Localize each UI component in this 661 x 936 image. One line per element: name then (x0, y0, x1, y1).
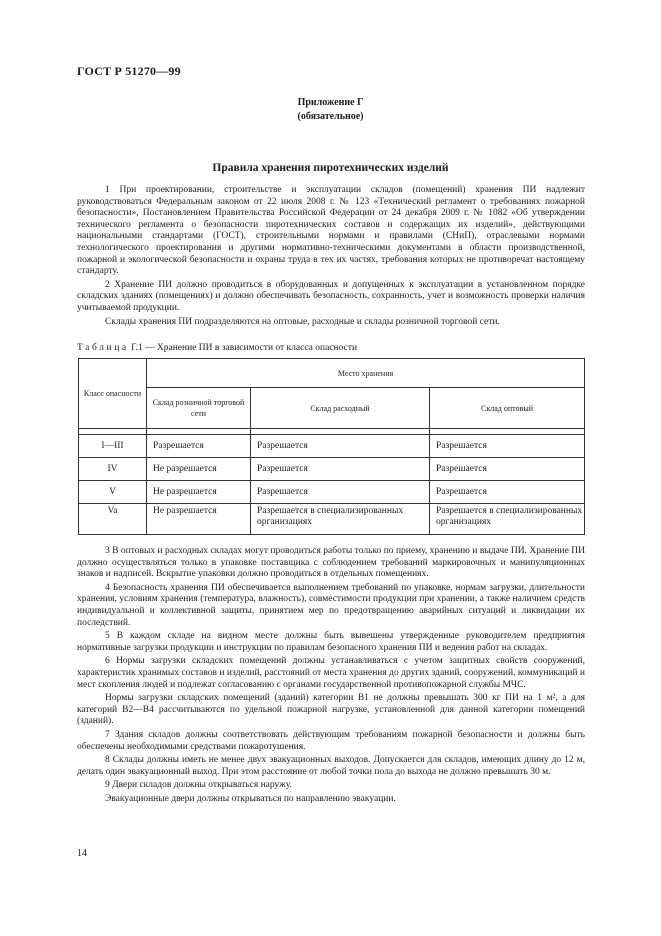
table-row (79, 481, 585, 504)
paragraph-4: 4 Безопасность хранения ПИ обеспечивается выполнением требований по упаковке, нормам загрузки, длительности хранения, условиям хранения (температура, влажность), совместимости продукции при хранении, а также наличием средств индивидуальной и коллективной защиты, принятием мер по предотвращению аварийных ситуаций и ликвидации их последствий. (77, 582, 585, 628)
document-code: ГОСТ Р 51270—99 (77, 64, 181, 78)
wholesale-cell: Разрешается (430, 481, 585, 504)
appendix-label: Приложение Г (297, 97, 364, 108)
header-wholesale: Склад оптовый (430, 388, 585, 429)
header-consumable: Склад расходный (251, 388, 430, 429)
wholesale-cell: Разрешается в специализированных организациях (430, 504, 585, 535)
paragraph-1: 1 При проектировании, строительстве и эксплуатации складов (помещений) хранения ПИ надлежит руководствоваться Федеральным законом от 22 июля 2008 г. № 123 «Технический регламент о требованиях пожарной безопасности», Постановлением Правительства Российской Федерации от 24 декабря 2009 г. № 1082 «Об утверждении технического регламента о безопасности пиротехнических составов и содержащих их изделий», действующими национальными стандартами (ГОСТ), строительными нормами и правилами (СНиП), отраслевыми нормами технологического проектирования и другими нормативно-техническими документами в области производственной, пожарной и экологической безопасности и охраны труда в тех их частях, требования которых не противоречат настоящему стандарту. (77, 185, 585, 277)
paragraph-2: 2 Хранение ПИ должно проводиться в оборудованных и допущенных к эксплуатации в установленном порядке складских зданиях (помещениях) и должно обеспечивать безопасность, сохранность, учет и возможность проверки наличия учитываемой продукции. (77, 279, 585, 313)
storage-table (78, 358, 585, 535)
paragraph-6: 6 Нормы загрузки складских помещений должны устанавливаться с учетом защитных свойств сооружений, характеристик хранимых составов и изделий, расстояний от места хранения до других зданий, сооружений, коммуникаций и мест скопления людей и подлежат согласованию с органами государственной противопожарной службы МЧС. (77, 656, 585, 690)
paragraph-6-note: Нормы загрузки складских помещений (зданий) категории В1 не должны превышать 300 кг ПИ на 1 м², а для категорий В2—В4 рассчитываются по удельной пожарной нагрузке, установленной для данной категории помещений (зданий). (77, 693, 585, 727)
paragraph-2-note: Склады хранения ПИ подразделяются на оптовые, расходные и склады розничной торговой сети. (105, 316, 500, 327)
table-row (79, 504, 585, 535)
section-title: Правила хранения пиротехнических изделий (212, 162, 449, 174)
page-number: 14 (77, 848, 87, 859)
consumable-cell: Разрешается в специализированных организациях (251, 504, 430, 535)
consumable-cell: Разрешается (251, 435, 430, 458)
retail-cell: Не разрешается (147, 458, 251, 481)
appendix-heading (0, 96, 661, 124)
retail-cell: Не разрешается (147, 504, 251, 535)
wholesale-cell: Разрешается (430, 435, 585, 458)
hazard-class: IV (79, 458, 147, 481)
consumable-cell: Разрешается (251, 481, 430, 504)
paragraph-3: 3 В оптовых и расходных складах могут проводиться работы только по приему, хранению и выдаче ПИ. Хранение ПИ должно осуществляться только в упаковке поставщика с соблюдением требований маркировочных и манипуляционных знаков и надписей. Вскрытие упаковки должно проводиться в отдельных помещениях. (77, 546, 585, 580)
header-place: Место хранения (147, 359, 585, 388)
paragraph-8: 8 Склады должны иметь не менее двух эвакуационных выходов. Допускается для складов, имеющих длину до 12 м, делать один эвакуационный выход. При этом расстояние от любой точки пола до выхода не должно превышать 30 м. (77, 755, 585, 777)
hazard-class: I—III (79, 435, 147, 458)
wholesale-cell: Разрешается (430, 458, 585, 481)
appendix-status: (обязательное) (297, 111, 364, 122)
retail-cell: Не разрешается (147, 481, 251, 504)
hazard-class: V (79, 481, 147, 504)
table-caption-prefix: Таблица (77, 343, 129, 353)
table-caption (77, 343, 357, 353)
table-row (79, 458, 585, 481)
intro-text (77, 185, 585, 328)
header-class: Класс опасности (79, 359, 147, 429)
consumable-cell: Разрешается (251, 458, 430, 481)
retail-cell: Разрешается (147, 435, 251, 458)
paragraph-9: 9 Двери складов должны открываться наружу. (105, 780, 292, 791)
hazard-class: Va (79, 504, 147, 535)
table-row (79, 435, 585, 458)
rules-text (77, 546, 585, 805)
paragraph-9-note: Эвакуационные двери должны открываться по направлению эвакуации. (105, 793, 396, 804)
table-caption-text: Г.1 — Хранение ПИ в зависимости от класса опасности (131, 343, 358, 353)
header-retail: Склад розничной торговой сети (147, 388, 251, 429)
paragraph-5: 5 В каждом складе на видном месте должны быть вывешены утвержденные руководителем предприятия нормативные загрузки продукции и инструкции по правилам безопасного хранения ПИ и ведения работ на складах. (77, 631, 585, 653)
paragraph-7: 7 Здания складов должны соответствовать действующим требованиям пожарной безопасности и должны быть обеспечены необходимыми средствами пожаротушения. (77, 729, 585, 752)
